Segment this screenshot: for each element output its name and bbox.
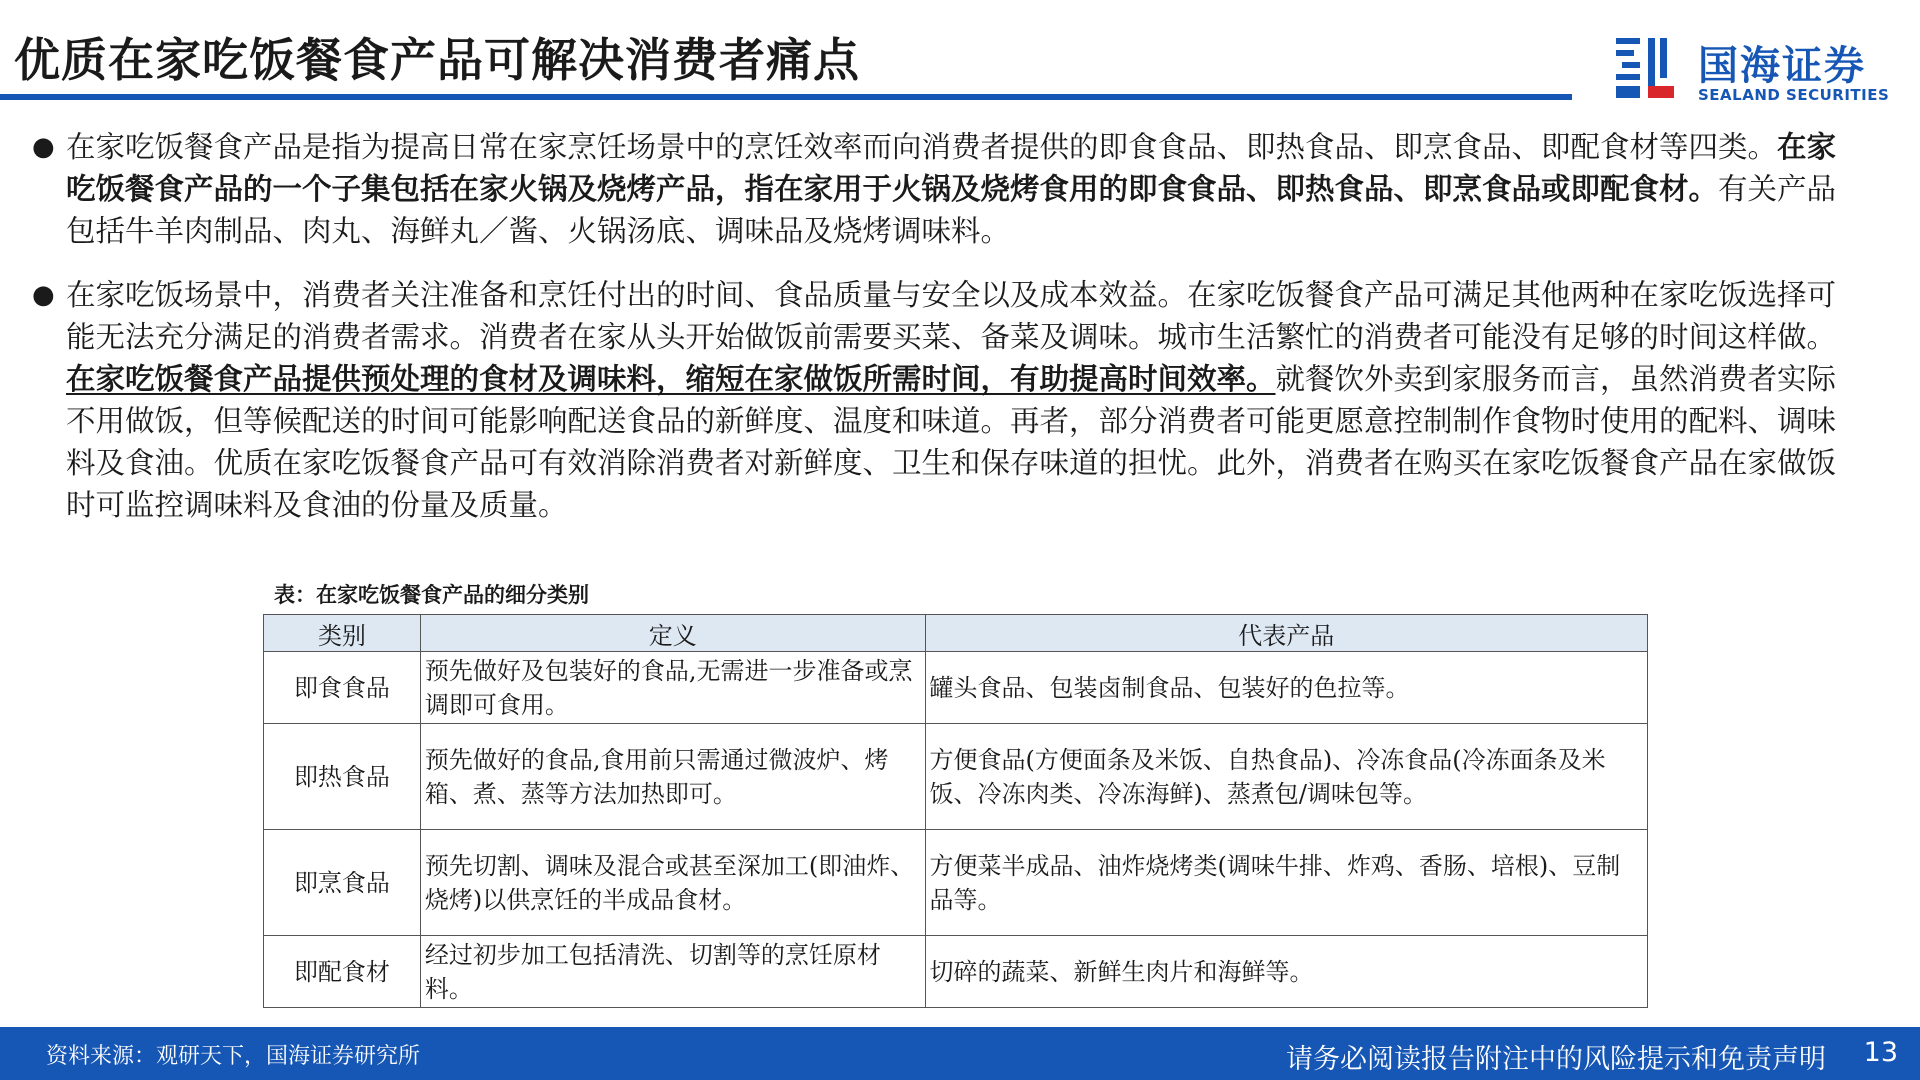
bullet-text: 有关产品包括牛羊肉制品、肉丸、海鲜丸／酱、火锅汤底、调味品及烧烤调味料。 xyxy=(66,172,1837,248)
footer-bar xyxy=(0,1027,1920,1080)
table-row xyxy=(264,830,1648,936)
definition-cell: 预先做好的食品,食用前只需通过微波炉、烤箱、煮、蒸等方法加热即可。 xyxy=(420,724,925,830)
definition-cell: 经过初步加工包括清洗、切割等的烹饪原材料。 xyxy=(420,936,925,1008)
column-header-examples: 代表产品 xyxy=(925,615,1647,652)
bullet-dot-icon: ● xyxy=(32,280,55,310)
table-header-row xyxy=(264,615,1648,652)
bullet-list xyxy=(30,126,1865,548)
bullet-item xyxy=(30,274,1865,526)
page-title: 优质在家吃饭餐食产品可解决消费者痛点 xyxy=(14,33,860,87)
table-row xyxy=(264,936,1648,1008)
sealand-logo-icon xyxy=(1616,36,1674,102)
logo-chinese-name: 国海证券 xyxy=(1698,43,1866,89)
table-row xyxy=(264,724,1648,830)
category-cell: 即烹食品 xyxy=(264,830,421,936)
examples-cell: 切碎的蔬菜、新鲜生肉片和海鲜等。 xyxy=(925,936,1647,1008)
logo-english-name: SEALAND SECURITIES xyxy=(1698,86,1890,104)
bullet-text-bold-underlined: 在家吃饭餐食产品提供预处理的食材及调味料，缩短在家做饭所需时间，有助提高时间效率。 xyxy=(66,362,1276,396)
definition-cell: 预先做好及包装好的食品,无需进一步准备或烹调即可食用。 xyxy=(420,652,925,724)
definition-cell: 预先切割、调味及混合或甚至深加工(即油炸、烧烤)以供烹饪的半成品食材。 xyxy=(420,830,925,936)
category-cell: 即食食品 xyxy=(264,652,421,724)
bullet-text-bold: 在家吃饭餐食产品的一个子集包括在家火锅及烧烤产品，指在家用于火锅及烧烤食用的即食食品、即热食品、即烹食品或即配食材。 xyxy=(66,130,1837,206)
disclaimer-text: 请务必阅读报告附注中的风险提示和免责声明 xyxy=(1286,1044,1826,1075)
table-caption: 表：在家吃饭餐食产品的细分类别 xyxy=(274,583,589,607)
page-number: 13 xyxy=(1863,1037,1898,1068)
bullet-item xyxy=(30,126,1865,252)
bullet-text: 就餐饮外卖到家服务而言，虽然消费者实际不用做饭，但等候配送的时间可能影响配送食品的新鲜度、温度和味道。再者，部分消费者可能更愿意控制制作食物时使用的配料、调味料及食油。优质在家吃饭餐食产品可有效消除消费者对新鲜度、卫生和保存味道的担忧。此外，消费者在购买在家吃饭餐食产品在家做饭时可监控调味料及食油的份量及质量。 xyxy=(66,362,1837,522)
category-cell: 即配食材 xyxy=(264,936,421,1008)
table-row xyxy=(264,652,1648,724)
source-note: 资料来源：观研天下，国海证券研究所 xyxy=(46,1044,421,1069)
examples-cell: 罐头食品、包装卤制食品、包装好的色拉等。 xyxy=(925,652,1647,724)
column-header-definition: 定义 xyxy=(420,615,925,652)
column-header-category: 类别 xyxy=(264,615,421,652)
company-logo xyxy=(1612,32,1912,106)
category-table xyxy=(263,614,1648,1008)
bullet-dot-icon: ● xyxy=(32,132,55,162)
examples-cell: 方便菜半成品、油炸烧烤类(调味牛排、炸鸡、香肠、培根)、豆制品等。 xyxy=(925,830,1647,936)
examples-cell: 方便食品(方便面条及米饭、自热食品)、冷冻食品(冷冻面条及米饭、冷冻肉类、冷冻海鲜)、蒸煮包/调味包等。 xyxy=(925,724,1647,830)
bullet-text: 在家吃饭餐食产品是指为提高日常在家烹饪场景中的烹饪效率而向消费者提供的即食食品、即热食品、即烹食品、即配食材等四类。 xyxy=(66,130,1778,164)
title-divider xyxy=(0,94,1572,100)
bullet-text: 在家吃饭场景中，消费者关注准备和烹饪付出的时间、食品质量与安全以及成本效益。在家吃饭餐食产品可满足其他两种在家吃饭选择可能无法充分满足的消费者需求。消费者在家从头开始做饭前需要买菜、备菜及调味。城市生活繁忙的消费者可能没有足够的时间这样做。 xyxy=(66,278,1837,354)
category-cell: 即热食品 xyxy=(264,724,421,830)
